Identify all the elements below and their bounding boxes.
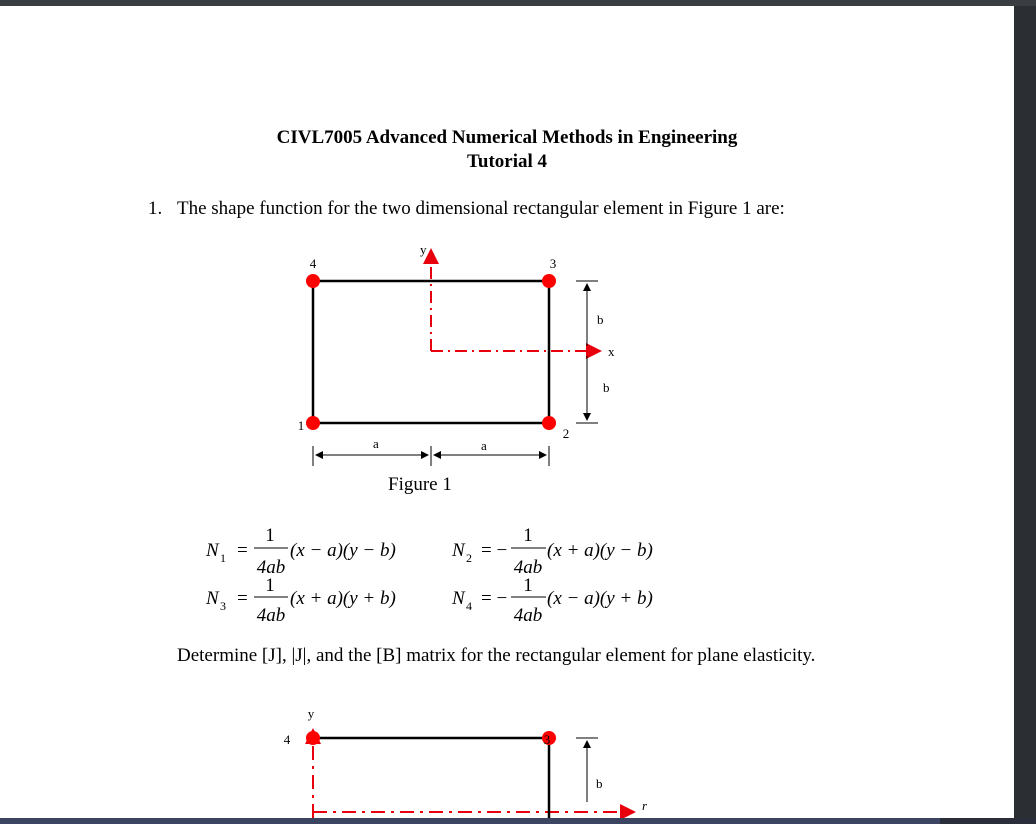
svg-text:=: = xyxy=(237,588,248,609)
svg-text:N: N xyxy=(206,588,219,609)
bottom-bar-accent xyxy=(0,818,940,824)
svg-text:4: 4 xyxy=(466,599,472,613)
node-4-marker xyxy=(306,274,320,288)
y-axis-label: y xyxy=(420,242,427,257)
dim-b-lower-label: b xyxy=(603,380,610,395)
tutorial-title: Tutorial 4 xyxy=(466,151,548,172)
node-4-label: 4 xyxy=(309,256,317,271)
fig2-y-axis-label: y xyxy=(307,706,315,721)
svg-text:= −: = − xyxy=(481,588,508,609)
equation-n2 xyxy=(451,525,653,578)
node-2-marker xyxy=(542,416,556,430)
figure-1-caption: Figure 1 xyxy=(388,474,452,495)
document-page xyxy=(0,6,1014,818)
fig2-node-4-label: 4 xyxy=(283,732,291,747)
svg-text:2: 2 xyxy=(466,551,472,565)
fig2-node-4-marker xyxy=(306,731,320,745)
svg-text:N: N xyxy=(206,540,219,561)
svg-text:4ab: 4ab xyxy=(513,605,543,626)
svg-text:1: 1 xyxy=(523,575,533,596)
determine-instruction: Determine [J], |J|, and the [B] matrix for the rectangular element for plane elasticity. xyxy=(177,645,816,666)
fig2-r-axis-label: r xyxy=(642,798,648,813)
svg-text:= −: = − xyxy=(481,540,508,561)
svg-text:3: 3 xyxy=(220,599,226,613)
figure-1-diagram xyxy=(0,6,1014,818)
svg-text:(x − a)(y − b): (x − a)(y − b) xyxy=(290,540,396,561)
svg-text:N: N xyxy=(452,588,465,609)
viewer-bottom-bar xyxy=(0,818,1036,824)
node-1-marker xyxy=(306,416,320,430)
course-title: CIVL7005 Advanced Numerical Methods in Engineering xyxy=(276,127,738,148)
fig2-dim-b-label: b xyxy=(596,776,603,791)
svg-text:4ab: 4ab xyxy=(256,605,286,626)
fig2-node-3-label: 3 xyxy=(543,732,551,747)
svg-text:1: 1 xyxy=(265,575,275,596)
svg-text:1: 1 xyxy=(523,525,533,546)
viewer-scroll-track[interactable] xyxy=(1014,6,1036,818)
node-1-label: 1 xyxy=(297,418,305,433)
svg-text:=: = xyxy=(237,540,248,561)
dim-a-right-label: a xyxy=(481,438,487,453)
svg-text:1: 1 xyxy=(220,551,226,565)
node-3-marker xyxy=(542,274,556,288)
svg-text:4ab: 4ab xyxy=(256,557,286,578)
question-text: The shape function for the two dimensional rectangular element in Figure 1 are: xyxy=(177,198,785,219)
dim-a-left-label: a xyxy=(373,436,379,451)
svg-text:N: N xyxy=(452,540,465,561)
svg-text:1: 1 xyxy=(265,525,275,546)
question-number: 1. xyxy=(148,198,163,219)
dim-b-upper-label: b xyxy=(597,312,604,327)
figure-2-diagram xyxy=(284,706,648,818)
svg-text:4ab: 4ab xyxy=(513,557,543,578)
svg-text:(x + a)(y − b): (x + a)(y − b) xyxy=(547,540,653,561)
equation-n1 xyxy=(205,525,396,578)
svg-text:(x + a)(y + b): (x + a)(y + b) xyxy=(290,588,396,609)
x-axis-label: x xyxy=(608,344,615,359)
node-3-label: 3 xyxy=(549,256,557,271)
equation-n3 xyxy=(205,575,396,626)
node-2-label: 2 xyxy=(562,426,570,441)
svg-text:(x − a)(y + b): (x − a)(y + b) xyxy=(547,588,653,609)
equation-n4 xyxy=(451,575,653,626)
